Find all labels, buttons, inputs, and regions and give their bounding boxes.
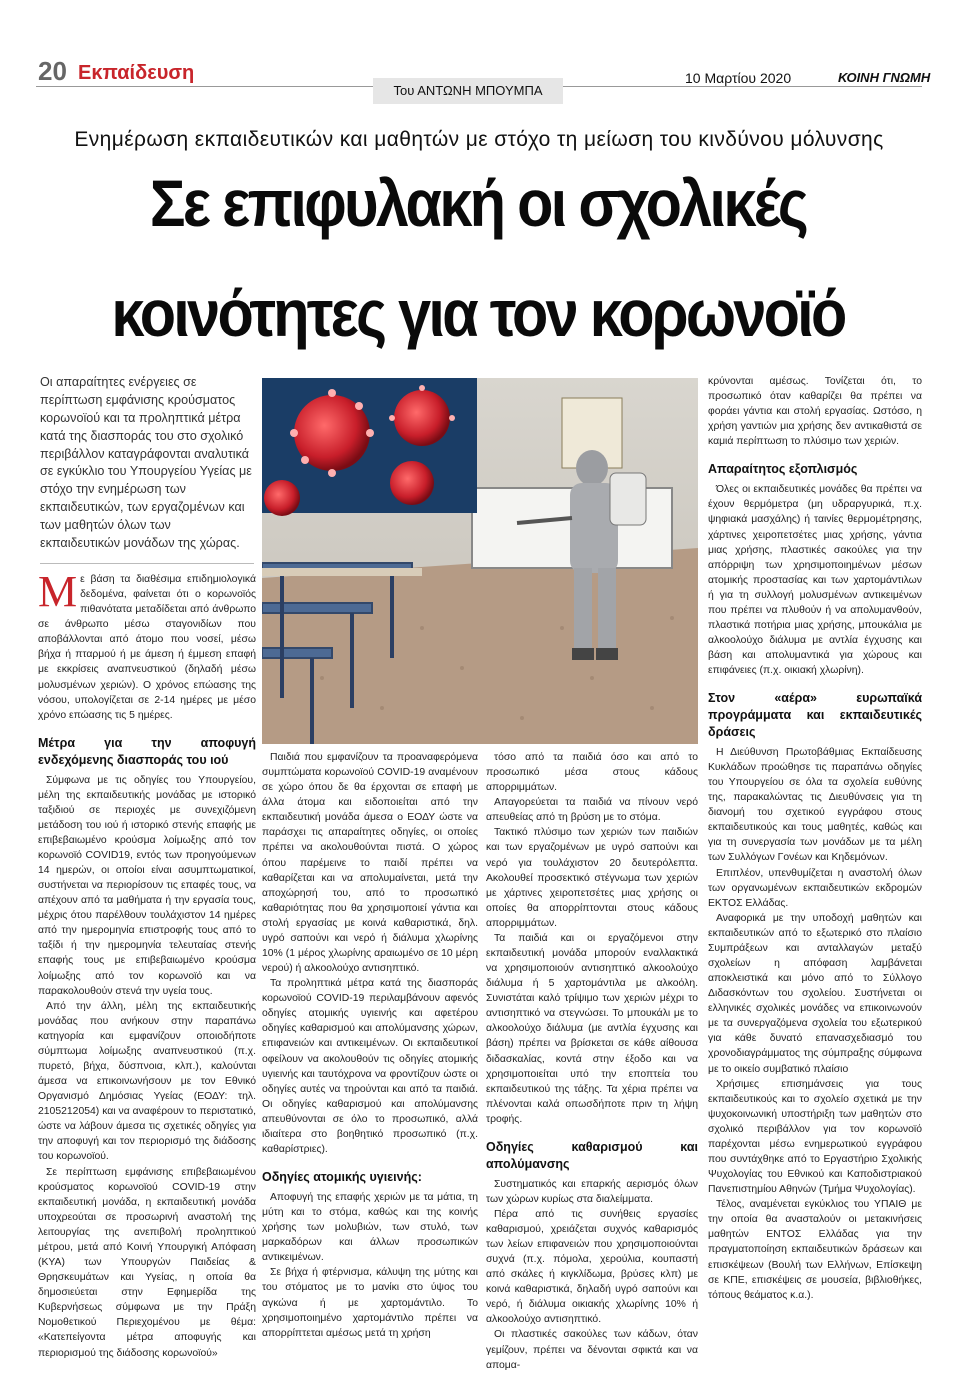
subhead-equipment: Απαραίτητος εξοπλισμός: [708, 462, 858, 477]
paragraph: Συστηματικός και επαρκής αερισμός όλων των χώρων κυρίως στα διαλείμματα.: [486, 1178, 698, 1205]
paragraph: Αναφορικά με την υποδοχή μαθητών και εκπαιδευτικών από το εξωτερικό στο πλαίσιο Συμπράξεων και ανταλλαγών μεταξύ σχολείων η απόφαση λαμβάνεται αποκλειστικά και μόνο από το Σύλλογο Διδασκόντων του σχολείου. Συστήνεται οι ελληνικές σχολικές μονάδες να επικοινωνούν με τα συνεργαζόμενα σχολεία του εξωτερικού για κάθε δυνατό επανασχεδιασμό του χρονοδιαγράμματος της σύμπραξης σύμφωνα με το οικείο συμβατικό πλαίσιο: [708, 912, 922, 1075]
paragraph: Απαγορεύεται τα παιδιά να πίνουν νερό απευθείας από τη βρύση με το στόμα.: [486, 797, 698, 824]
paragraph: Επιπλέον, υπενθυμίζεται η αναστολή όλων των οργανωμένων εκπαιδευτικών εκδρομών ΕΚΤΟΣ Ελλάδας.: [708, 867, 922, 909]
subhead-programs: Στον «αέρα» ευρωπαϊκά προγράμματα και εκπαιδευτικές δράσεις: [708, 691, 922, 740]
paragraph: Όλες οι εκπαιδευτικές μονάδες θα πρέπει να έχουν θερμόμετρα (μη υδραργυρικά, π.χ. ψηφιακά μασχάλης) ή ταινίες θερμομέτρησης, χάρτινες χειροπετσέτες μιας χρήσης, γάντια μιας χρήσης, πλαστικές σακούλες για την απόρριψη των χρησιμοποιημένων μέσων ατομικής προστασίας και των χαρτομάντιλων ή για τη συλλογή μολυσμένων αντικειμένων που πρέπει να πλυθούν ή να απολυμανθούν, πλαστικά ποτήρια μιας χρήσης, μπουκάλια με αλκοολούχο διάλυμα με αντλία έγχυσης και βάση και απολυμαντικά για χώρους και επιφάνειες (π.χ. οικιακή χλωρίνη).: [708, 484, 922, 677]
paragraph: Χρήσιμες επισημάνσεις για τους εκπαιδευτικούς και το σχολείο σχετικά με την ψυχοκοινωνική υποστήριξη των μαθητών στο σχολικό περιβάλλον για τον κορωνοϊό παρέχονται μέσω ενημερωτικού εγγράφου που συντάχθηκε από το Εργαστήριο Σχολικής Ψυχολογίας του Εθνικού και Καποδιστριακού Πανεπιστημίου Αθηνών (Τμήμα Ψυχολογίας).: [708, 1078, 922, 1196]
paragraph: Παιδιά που εμφανίζουν τα προαναφερόμενα συμπτώματα κορωνοϊού COVID-19 αναμένουν σε χώρο όπου δε θα έρχονται σε επαφή με άλλα άτομα και ειδοποιείται από την εκπαιδευτική μονάδα άμεσα ο ΕΟΔΥ ώστε να παράσχει τις απαραίτητες οδηγίες, οι οποίες πρέπει να ακολουθούνται πιστά. Ο χώρος όπου παρέμεινε το παιδί πρέπει να καθαρίζεται και να απολυμαίνεται, μετά την αποχώρησή του, από το προσωπικό καθαριότητας που θα χρησιμοποιεί γάντια και στολή εργασίας με κοινά καθαριστικά, δηλ. υγρό σαπούνι και νερό ή διάλυμα χλωρίνης 10% (1 μέρος χλωρίνης αραιωμένο σε 10 μέρη νερού) ή αλκοολούχο αντισηπτικό.: [262, 752, 478, 975]
intro-paragraph: ε βάση τα διαθέσιμα επιδημιολογικά δεδομένα, φαίνεται ότι ο κορωνοϊός πιθανότατα μεταδίδεται από άνθρωπο σε άνθρωπο μέσω σταγονιδίων που αποβάλλονται από άτομο που νοσεί, μέσω βήχα ή πταρμού ή με άμεση ή έμμεση επαφή με εκκρίσεις αναπνευστικού (δηλαδή μέσω μολυσμένων χεριών). Ο χρόνος επώασης της νόσου, υπολογίζεται σε 2-14 ημέρες με μέσο χρόνο επώασης τις 5 ημέρες.: [38, 574, 256, 721]
column-3: [486, 750, 698, 1373]
paragraph: Σε περίπτωση εμφάνισης επιβεβαιωμένου κρούσματος κορωνοϊού COVID-19 στην εκπαιδευτική μονάδα, η εκπαιδευτική μονάδα υποχρεούται σε προσωρινή αναστολή της λειτουργίας της ανεπιβολή προληπτικού μέτρου, μετά από Κοινή Υπουργική Απόφαση (ΚΥΑ) των Υπουργών Παιδείας & Θρησκευμάτων και Υγείας, η οποία θα δημοσιεύεται στην Εφημερίδα της Κυβερνήσεως σύμφωνα με την Πράξη Νομοθετικού Περιεχομένου με θέμα: «Κατεπείγοντα μέτρα αποφυγής και περιορισμού της διάδοσης κορωνοϊού»: [38, 1166, 256, 1359]
subhead-cleaning: Οδηγίες καθαρισμού και απολύμανσης: [486, 1139, 698, 1171]
headline-line-1: Σε επιφυλακή οι σχολικές: [149, 166, 807, 240]
paragraph: Τα προληπτικά μέτρα κατά της διασποράς κορωνοϊού COVID-19 περιλαμβάνουν αφενός οδηγίες ατομικής υγιεινής και αφετέρου οδηγίες καθαρισμού και απολύμανσης χώρων, επιφανειών και αντικειμένων. Οι εκπαιδευτικοί οφείλουν να ακολουθούν τις οδηγίες ατομικής υγιεινής και ταυτόχρονα να φροντίζουν ώστε οι οδηγίες αυτές να τηρούνται και από τα παιδιά. Οι οδηγίες καθαρισμού και απολύμανσης απευθύνονται σε όλο το προσωπικό, αλλά ιδιαίτερα στο βοηθητικό προσωπικό (π.χ. καθαρίστριες).: [262, 978, 478, 1156]
paragraph: Πέρα από τις συνήθεις εργασίες καθαρισμού, χρειάζεται συχνός καθαρισμός των λείων επιφανειών που χρησιμοποιούνται συχνά (π.χ. πόμολα, χερούλια, κουπαστή από σκάλες ή κιγκλίδωμα, βρύσες κλπ) με κοινά καθαριστικά, δηλαδή υγρό σαπούνι και νερό, ή διάλυμα οικιακής χλωρίνης 10% ή αλκοολούχο αντισηπτικό.: [486, 1208, 698, 1326]
paragraph: Σε βήχα ή φτέρνισμα, κάλυψη της μύτης και του στόματος με το μανίκι στο ύψος του αγκώνα ή με χαρτομάντιλο. Το χρησιμοποιημένο χαρτομάντιλο πρέπει να απορρίπτεται αμέσως μετά τη χρήση: [262, 1267, 478, 1339]
paragraph: Από την άλλη, μέλη της εκπαιδευτικής μονάδας που ανήκουν στην παραπάνω κατηγορία και εμφανίζουν οποιοδήποτε σύμπτωμα λοίμωξης αναπνευστικού (π.χ. πυρετό, βήχα, δύσπνοια, κλπ.), καλούνται άμεσα να επικοινωνήσουν με τον Εθνικό Οργανισμό Δημόσιας Υγείας (ΕΟΔΥ: τηλ. 2105212054) και να αναφέρουν το περιστατικό, ώστε να λάβουν άμεσα τις σχετικές οδηγίες για την αποφυγή και τον περιορισμό της διάδοσης του κορωνοϊού.: [38, 1000, 256, 1163]
column-1: [38, 567, 256, 1361]
byline: Του ΑΝΤΩΝΗ ΜΠΟΥΜΠΑ: [373, 78, 563, 104]
paragraph: Η Διεύθυνση Πρωτοβάθμιας Εκπαίδευσης Κυκλάδων προώθησε τις παραπάνω οδηγίες του Υπουργείου σε όλα τα σχολεία ευθύνης της, παρακαλώντας τις Διευθύνσεις για τη διανομή του σχετικού εγγράφου στους εκπαιδευτικούς και τους μαθητές, καθώς και για τη συνεργασία των μονάδων με τα μέλη των Συλλόγων Γονέων και Κηδεμόνων.: [708, 746, 922, 864]
paragraph: Σύμφωνα με τις οδηγίες του Υπουργείου, μέλη της εκπαιδευτικής μονάδας με ιστορικό ταξιδιού σε περιοχές με συνεχιζόμενη μετάδοση του ιού ή ιστορικό στενής επαφής με επιβεβαιωμένο κρούσμα λοίμωξης από τον κορωνοϊό COVID19, εντός των προηγούμενων 14 ημερών, οι οποίοι είναι ασυμπτωματικοί, συστήνεται να περιορίσουν τις επαφές τους, να απέχουν από τα μαθήματα ή την εργασία τους, μέχρις ότου παρέλθουν τουλάχιστον 14 ημέρες από την ημερομηνία επιστροφής τους από το ταξίδι ή την ημερομηνία τελευταίας στενής επαφής τους με επιβεβαιωμένο κρούσμα λοίμωξης από τον κορωνοϊό και να παρακολουθούν στενά την υγεία τους.: [38, 774, 256, 997]
subhead-hygiene: Οδηγίες ατομικής υγιεινής:: [262, 1170, 422, 1185]
issue-date: 10 Μαρτίου 2020: [685, 70, 792, 86]
lead-divider: [40, 563, 254, 564]
kicker: Ενημέρωση εκπαιδευτικών και μαθητών με στόχο τη μείωση του κινδύνου μόλυνσης: [74, 128, 884, 151]
section-title: Εκπαίδευση: [78, 62, 195, 84]
paragraph: κρύνονται αμέσως. Τονίζεται ότι, το προσωπικό όταν καθαρίζει θα πρέπει να φοράει γάντια και στολή εργασίας. Ωστόσο, η χρήση γαντιών μια χρήσης δεν αντικαθιστά σε καμιά περίπτωση το πλύσιμο των χεριών.: [708, 376, 922, 448]
paragraph: Τέλος, αναμένεται εγκύκλιος του ΥΠΑΙΘ με την οποία θα ανασταλούν οι μετακινήσεις μαθητών ΕΝΤΟΣ Ελλάδας για την πραγματοποίηση εκπαιδευτικών δράσεων και επισκέψεων (Βουλή των Ελλήνων, Επίσκεψη σε ΚΠΕ, επισκέψεις σε μουσεία, βιβλιοθήκες, τόπους θεάματος κ.α.).: [708, 1199, 922, 1301]
paragraph: Τα παιδιά και οι εργαζόμενοι στην εκπαιδευτική μονάδα μπορούν εναλλακτικά να χρησιμοποιούν αντισηπτικό αλκοολούχο διάλυμα ή 5 χαρτομάντιλα με αλκοόλη. Συνιστάται καλό τρίψιμο των χεριών μέχρι το αντισηπτικό να στεγνώσει. Το μπουκάλι με το αλκοολούχο διάλυμα (με αντλία έγχυσης και βάση) πρέπει να βρίσκεται σε κάθε αίθουσα διδασκαλίας, κοντά στην έξοδο και να χρησιμοποιείται υπό την εποπτεία του εκπαιδευτικού της τάξης. Τα χέρια πρέπει να πλένονται καλά οπωσδήποτε πριν τη λήψη τροφής.: [486, 932, 698, 1125]
headline-line-2: κοινότητες για τον κορωνοϊό: [111, 276, 845, 350]
paragraph: Αποφυγή της επαφής χεριών με τα μάτια, τη μύτη και το στόμα, καθώς και της κοινής χρήσης των μολυβιών, των στυλό, των μαρκαδόρων και άλλων προσωπικών αντικειμένων.: [262, 1191, 478, 1264]
paragraph: τόσο από τα παιδιά όσο και από το προσωπικό μέσα στους κάδους απορριμμάτων.: [486, 752, 698, 794]
column-4: [708, 374, 922, 1303]
lead-paragraph: Οι απαραίτητες ενέργειες σε περίπτωση εμφάνισης κρούσματος κορωνοϊού και τα προληπτικά μέτρα κατά της διασποράς του στο σχολικό περιβάλλον καταγράφονται αναλυτικά σε εγκύκλιο του Υπουργείου Υγείας με στόχο την ενημέρωση των εκπαιδευτικών, των εργαζομένων και των μαθητών όλων των εκπαιδευτικών μονάδων της χώρας.: [40, 375, 252, 550]
subhead-measures: Μέτρα για την αποφυγή ενδεχόμενης διασποράς του ιού: [38, 735, 256, 767]
column-2: [262, 750, 478, 1341]
classroom-disinfection-photo: [262, 378, 698, 744]
drop-cap: Μ: [38, 567, 78, 616]
page-number: 20: [38, 56, 67, 86]
newspaper-name: ΚΟΙΝΗ ΓΝΩΜΗ: [838, 70, 931, 85]
paragraph: Οι πλαστικές σακούλες των κάδων, όταν γεμίζουν, πρέπει να δένονται σφικτά και να απομα-: [486, 1329, 698, 1371]
paragraph: Τακτικό πλύσιμο των χεριών των παιδιών και των εργαζομένων με υγρό σαπούνι και νερό για τουλάχιστον 20 δευτερόλεπτα. Ακολουθεί προσεκτικό στέγνωμα των χεριών με χάρτινες χειροπετσέτες μιας χρήσης οι οποίες θα απορρίπτονται στους κάδους απορριμμάτων.: [486, 827, 698, 929]
